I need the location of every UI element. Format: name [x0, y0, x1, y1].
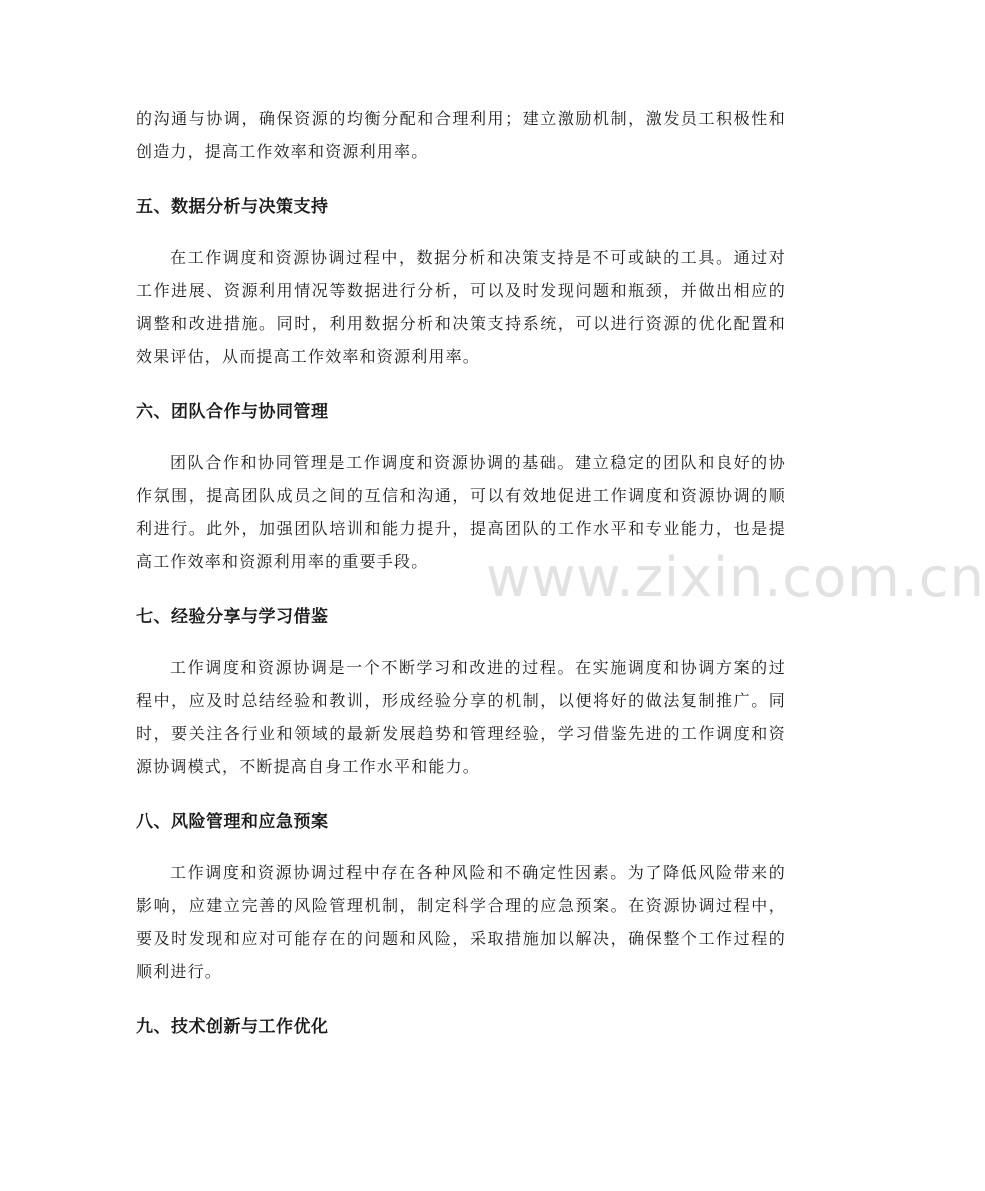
watermark: www.zixin.com.cn	[486, 546, 985, 609]
section-heading-5: 五、数据分析与决策支持	[136, 197, 329, 217]
section-body-7: 工作调度和资源协调是一个不断学习和改进的过程。在实施调度和协调方案的过程中，应及时总结经验和教训，形成经验分享的机制，以便将好的做法复制推广。同时，要关注各行业和领域的最新发展趋势和管理经验，学习借鉴先进的工作调度和资源协调模式，不断提高自身工作水平和能力。	[136, 658, 786, 776]
section-body-8: 工作调度和资源协调过程中存在各种风险和不确定性因素。为了降低风险带来的影响，应建立完善的风险管理机制，制定科学合理的应急预案。在资源协调过程中，要及时发现和应对可能存在的问题和风险，采取措施加以解决，确保整个工作过程的顺利进行。	[136, 863, 786, 981]
section-heading-8: 八、风险管理和应急预案	[136, 812, 329, 832]
section-heading-6: 六、团队合作与协同管理	[136, 402, 329, 422]
document-content	[136, 102, 786, 1042]
section-heading-9: 九、技术创新与工作优化	[136, 1017, 329, 1037]
section-heading-7: 七、经验分享与学习借鉴	[136, 607, 329, 627]
intro-paragraph: 的沟通与协调，确保资源的均衡分配和合理利用；建立激励机制，激发员工积极性和创造力，提高工作效率和资源利用率。	[136, 109, 786, 161]
section-body-5: 在工作调度和资源协调过程中，数据分析和决策支持是不可或缺的工具。通过对工作进展、资源利用情况等数据进行分析，可以及时发现问题和瓶颈，并做出相应的调整和改进措施。同时，利用数据分析和决策支持系统，可以进行资源的优化配置和效果评估，从而提高工作效率和资源利用率。	[136, 248, 786, 366]
section-body-6: 团队合作和协同管理是工作调度和资源协调的基础。建立稳定的团队和良好的协作氛围，提高团队成员之间的互信和沟通，可以有效地促进工作调度和资源协调的顺利进行。此外，加强团队培训和能力提升，提高团队的工作水平和专业能力，也是提高工作效率和资源利用率的重要手段。	[136, 453, 786, 571]
